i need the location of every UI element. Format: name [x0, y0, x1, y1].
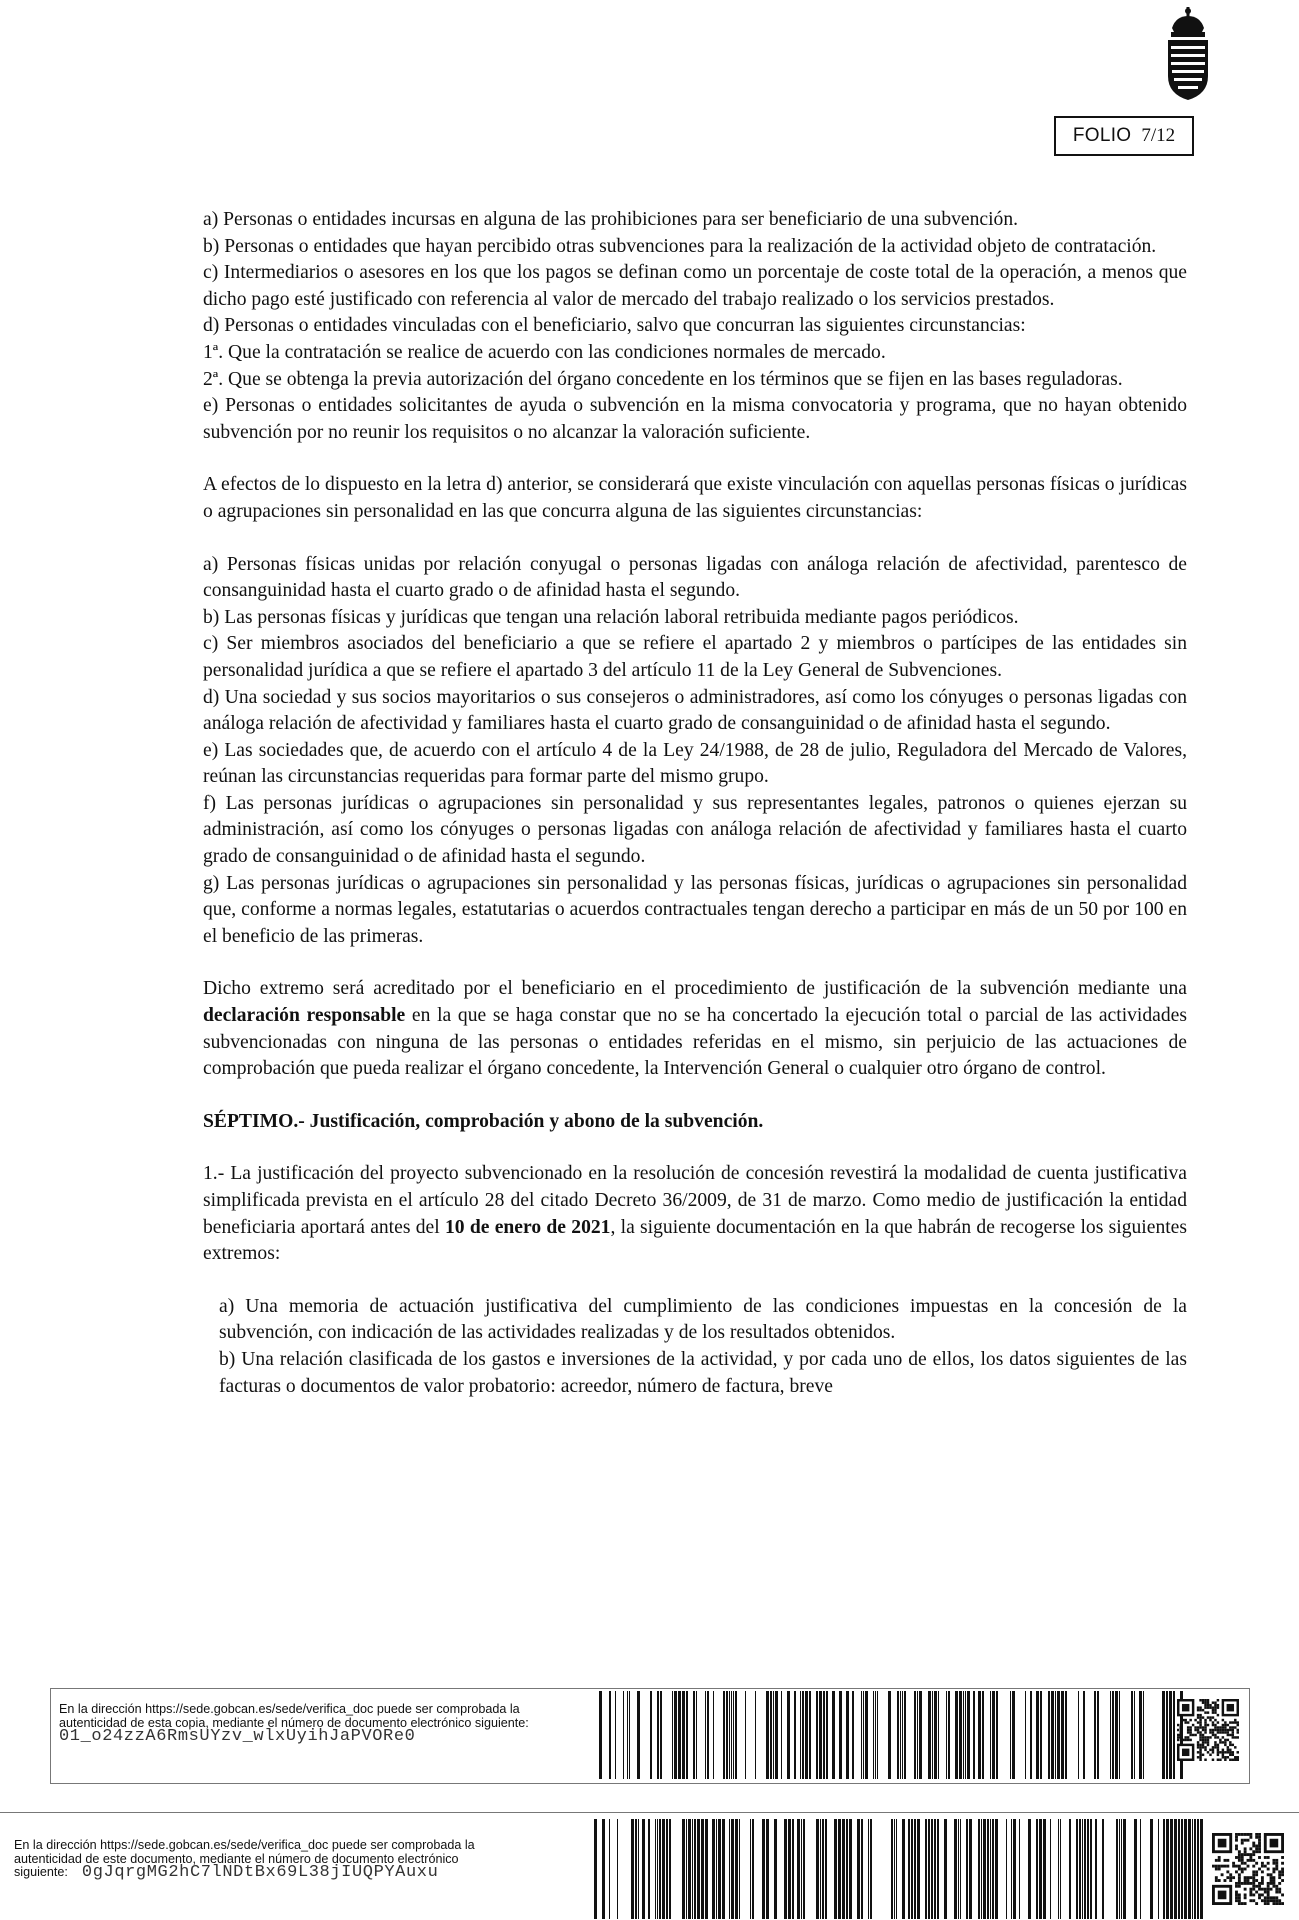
folio-number: 7/12 — [1141, 125, 1176, 146]
paragraph: a) Personas físicas unidas por relación conyugal o personas ligadas con análoga relación de afectividad, parentesco de consanguinidad hasta el cuarto grado o de afinidad hasta el segundo. — [203, 553, 1187, 602]
section-heading-text: SÉPTIMO.- Justificación, comprobación y abono de la subvención. — [203, 1110, 764, 1132]
paragraph: a) Personas o entidades incursas en alguna de las prohibiciones para ser beneficiario de una subvención. — [203, 209, 1019, 230]
paragraph: f) Las personas jurídicas o agrupaciones sin personalidad y sus representantes legales, patronos o quienes ejerzan su administración, así como los cónyuges o personas ligadas con análoga relación de afectividad y familiares hasta el cuarto grado de consanguinidad o de afinidad hasta el segundo. — [203, 792, 1187, 868]
paragraph: d) Una sociedad y sus socios mayoritarios o sus consejeros o administradores, así como los cónyuges o personas ligadas con análoga relación de afectividad y familiares hasta el cuarto grado de consanguinidad o de afinidad hasta el segundo. — [203, 686, 1187, 735]
verification-text: En la dirección https://sede.gobcan.es/sede/verifica_doc puede ser comprobada la — [14, 1838, 475, 1852]
paragraph: 2ª. Que se obtenga la previa autorización del órgano concedente en los términos que se fijen en las bases reguladoras. — [203, 368, 1123, 390]
folio-label: FOLIO — [1072, 125, 1132, 146]
section-heading — [203, 1109, 1187, 1136]
paragraph: b) Las personas físicas y jurídicas que tengan una relación laboral retribuida mediante pagos periódicos. — [203, 606, 1019, 628]
verification-text: En la dirección https://sede.gobcan.es/sede/verifica_doc puede ser comprobada la — [59, 1702, 520, 1716]
bold-text: declaración responsable — [203, 1005, 406, 1027]
coat-of-arms-icon — [1162, 6, 1214, 102]
paragraph: b) Una relación clasificada de los gastos e inversiones de la actividad, y por cada uno de ellos, los datos siguientes de las facturas o documentos de valor probatorio: acreedor, número de factura, breve — [219, 1348, 1187, 1397]
document-code: 0gJqrgMG2hC7lNDtBx69L38jIUQPYAuxu — [81, 1863, 439, 1882]
verification-text: autenticidad de esta copia, mediante el número de documento electrónico siguiente: — [59, 1715, 529, 1730]
paragraph: c) Intermediarios o asesores en los que los pagos se definan como un porcentaje de coste total de la operación, a menos que dicho pago esté justificado con referencia al valor de mercado del trabajo realizado o los servicios prestados. — [203, 262, 1187, 310]
paragraph: g) Las personas jurídicas o agrupaciones sin personalidad y las personas físicas, jurídicas o agrupaciones sin personalidad que, conforme a normas legales, estatutarias o acuerdos contractuales tengan derecho a participar en más de un 50 por 100 en el beneficio de las primeras. — [203, 872, 1187, 947]
text-run: , la siguiente documentación en la que habrán de recogerse los siguientes extremos: — [203, 1216, 1188, 1265]
folio-box — [1054, 116, 1194, 156]
document-code: 01_o24zzA6RmsUYzv_wlxUyihJaPVORe0 — [59, 1727, 416, 1746]
verification-text: autenticidad de este documento, mediante el número de documento electrónico — [14, 1851, 459, 1866]
bold-date: 10 de enero de 2021 — [444, 1216, 611, 1238]
paragraph: d) Personas o entidades vinculadas con el beneficiario, salvo que concurran las siguientes circunstancias: — [203, 315, 1026, 337]
verification-text: siguiente: — [14, 1865, 68, 1879]
verification-box-copy — [50, 1688, 1250, 1784]
paragraph — [203, 976, 1187, 1082]
paragraph: 1ª. Que la contratación se realice de acuerdo con las condiciones normales de mercado. — [203, 341, 886, 363]
paragraph: e) Las sociedades que, de acuerdo con el artículo 4 de la Ley 24/1988, de 28 de julio, Reguladora del Mercado de Valores, reúnan las circunstancias requeridas para formar parte del mismo grupo. — [203, 739, 1187, 788]
paragraph — [203, 1161, 1187, 1267]
paragraph: c) Ser miembros asociados del beneficiario a que se refiere el apartado 2 y miembros o partícipes de las entidades sin personalidad jurídica a que se refiere el apartado 3 del artículo 11 de la Ley General de Subvenciones. — [203, 633, 1187, 681]
paragraph: b) Personas o entidades que hayan percibido otras subvenciones para la realización de la actividad objeto de contratación. — [203, 235, 1157, 257]
barcode-icon — [599, 1691, 1189, 1779]
paragraph: a) Una memoria de actuación justificativa del cumplimiento de las condiciones impuestas en la concesión de la subvención, con indicación de las actividades realizadas y de los resultados obtenidos. — [219, 1295, 1187, 1344]
document-body — [203, 207, 1187, 1400]
paragraph: A efectos de lo dispuesto en la letra d) anterior, se considerará que existe vinculación con aquellas personas físicas o jurídicas o agrupaciones sin personalidad en las que concurra alguna de las siguientes circunstancias: — [203, 474, 1187, 522]
text-run: Dicho extremo será acreditado por el beneficiario en el procedimiento de justificación de la subvención mediante una — [203, 978, 1187, 1000]
text-run: 1.- La justificación del proyecto subvencionado en la resolución de concesión revestirá la modalidad de cuenta justificativa simplificada prevista en el artículo 28 del citado Decreto 36/2009, de 31 de marzo. Como medio de justificación la entidad beneficiaria aportará antes del — [203, 1163, 1187, 1238]
barcode-icon — [594, 1819, 1206, 1919]
qr-code-icon — [1212, 1833, 1284, 1905]
paragraph: e) Personas o entidades solicitantes de ayuda o subvención en la misma convocatoria y programa, que no hayan obtenido subvención por no reunir los requisitos o no alcanzar la valoración suficiente. — [203, 395, 1187, 443]
text-run: en la que se haga constar que no se ha concertado la ejecución total o parcial de las actividades subvencionadas con ninguna de las personas o entidades referidas en el mismo, sin perjuicio de las actuaciones de comprobación que pueda realizar el órgano concedente, la Intervención General o cualquier otro órgano de control. — [203, 1005, 1187, 1080]
qr-code-icon — [1177, 1699, 1239, 1761]
verification-box-original — [0, 1812, 1299, 1920]
